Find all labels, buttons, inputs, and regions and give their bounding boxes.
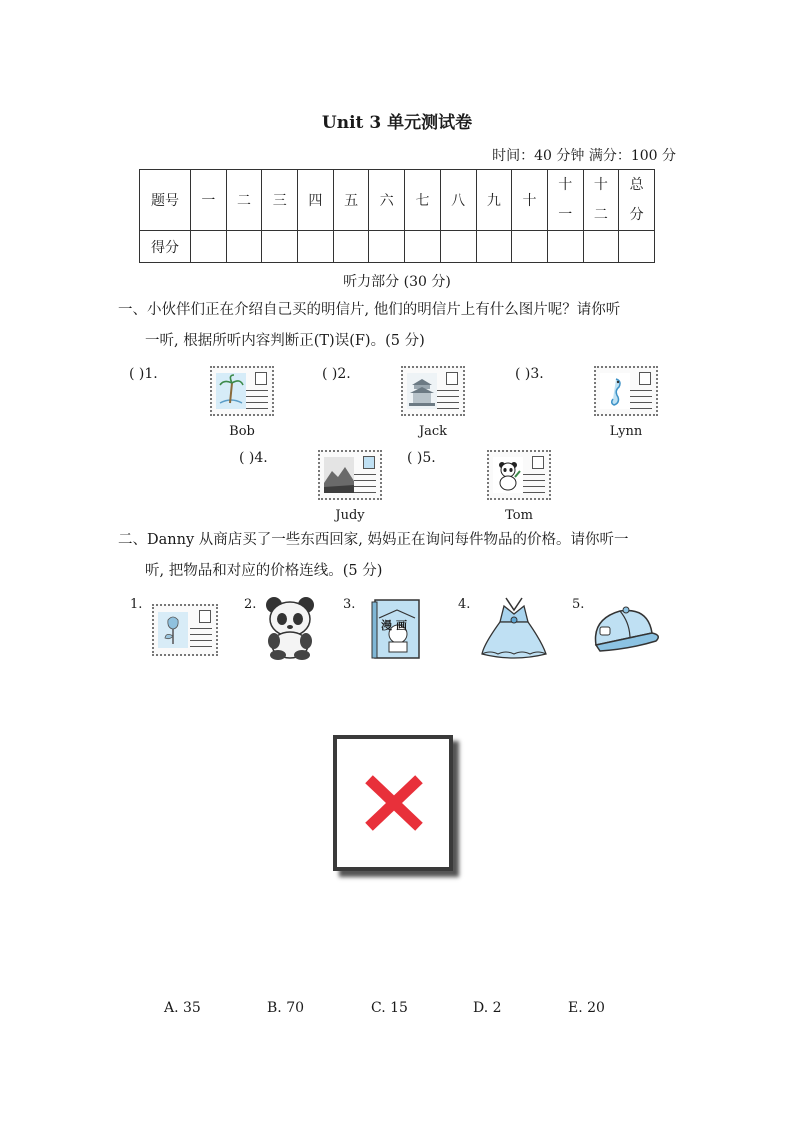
comic-book-title: 漫画 xyxy=(381,619,411,632)
score-cell[interactable] xyxy=(512,231,548,263)
q1-name-3: Lynn xyxy=(609,424,643,439)
header-cell xyxy=(583,170,619,231)
score-table xyxy=(139,169,655,263)
header-cell-bottom: 分 xyxy=(629,207,644,223)
panda-postcard-icon xyxy=(487,450,551,500)
price-option-b: B. 70 xyxy=(267,1000,305,1016)
q1-name-5: Tom xyxy=(505,508,533,523)
comic-book-icon xyxy=(371,598,421,660)
q2-num-2: 2. xyxy=(244,597,257,612)
q1-line1: 一、小伙伴们正在介绍自己买的明信片, 他们的明信片上有什么图片呢？请你听 xyxy=(118,302,621,318)
header-cell: 九 xyxy=(476,170,512,231)
panda-toy-icon xyxy=(262,595,318,661)
score-cell[interactable] xyxy=(333,231,369,263)
header-cell-bottom: 二 xyxy=(593,207,608,223)
price-option-a: A. 35 xyxy=(164,1000,201,1016)
q2-num-5: 5. xyxy=(572,597,585,612)
price-option-e: E. 20 xyxy=(568,1000,605,1016)
price-option-d: D. 2 xyxy=(473,1000,502,1016)
score-cell[interactable] xyxy=(405,231,441,263)
seahorse-postcard-icon xyxy=(594,366,658,416)
q1-name-4: Judy xyxy=(335,508,365,523)
q1-name-2: Jack xyxy=(418,424,448,439)
price-option-c: C. 15 xyxy=(371,1000,408,1016)
q2-num-4: 4. xyxy=(458,597,471,612)
section-title: 听力部分 (30 分) xyxy=(343,274,451,290)
header-cell-top: 十 xyxy=(558,177,573,193)
header-cell-top: 十 xyxy=(593,177,608,193)
header-cell: 八 xyxy=(440,170,476,231)
q2-num-1: 1. xyxy=(130,597,143,612)
header-cell-bottom: 一 xyxy=(558,207,573,223)
score-cell[interactable] xyxy=(619,231,655,263)
header-cell: 一 xyxy=(191,170,227,231)
q2-num-3: 3. xyxy=(343,597,356,612)
score-cell[interactable] xyxy=(440,231,476,263)
time-info: 时间：40 分钟 满分：100 分 xyxy=(492,148,676,164)
q2-line2: 听, 把物品和对应的价格连线。(5 分) xyxy=(145,563,383,579)
score-cell[interactable] xyxy=(262,231,298,263)
header-cell: 二 xyxy=(226,170,262,231)
beach-postcard-icon xyxy=(210,366,274,416)
page-title: Unit 3 单元测试卷 xyxy=(321,113,473,133)
header-cell xyxy=(619,170,655,231)
score-cell[interactable] xyxy=(298,231,334,263)
score-cell[interactable] xyxy=(191,231,227,263)
header-cell-top: 总 xyxy=(629,177,644,193)
score-cell[interactable] xyxy=(369,231,405,263)
header-cell: 五 xyxy=(333,170,369,231)
broken-image-icon xyxy=(333,735,459,877)
header-cell: 四 xyxy=(298,170,334,231)
q1-answer-blank-3[interactable]: ( )3. xyxy=(515,366,544,382)
q1-line2: 一听, 根据所听内容判断正(T)误(F)。(5 分) xyxy=(145,333,425,349)
score-label: 得分 xyxy=(140,231,191,263)
q1-name-1: Bob xyxy=(229,424,255,439)
q1-answer-blank-5[interactable]: ( )5. xyxy=(407,450,436,466)
temple-postcard-icon xyxy=(401,366,465,416)
header-cell: 六 xyxy=(369,170,405,231)
q1-answer-blank-4[interactable]: ( )4. xyxy=(239,450,268,466)
score-cell[interactable] xyxy=(476,231,512,263)
score-cell[interactable] xyxy=(226,231,262,263)
score-cell[interactable] xyxy=(547,231,583,263)
flower-postcard-icon xyxy=(152,604,218,656)
score-cell[interactable] xyxy=(583,231,619,263)
header-cell: 十 xyxy=(512,170,548,231)
header-cell xyxy=(547,170,583,231)
dress-icon xyxy=(480,596,550,660)
q2-line1: 二、Danny 从商店买了一些东西回家, 妈妈正在询问每件物品的价格。请你听一 xyxy=(118,532,629,548)
header-cell: 三 xyxy=(262,170,298,231)
q1-answer-blank-2[interactable]: ( )2. xyxy=(322,366,351,382)
header-cell: 七 xyxy=(405,170,441,231)
mountain-postcard-icon xyxy=(318,450,382,500)
cap-icon xyxy=(590,605,662,655)
q1-answer-blank-1[interactable]: ( )1. xyxy=(129,366,158,382)
header-label: 题号 xyxy=(140,170,191,231)
